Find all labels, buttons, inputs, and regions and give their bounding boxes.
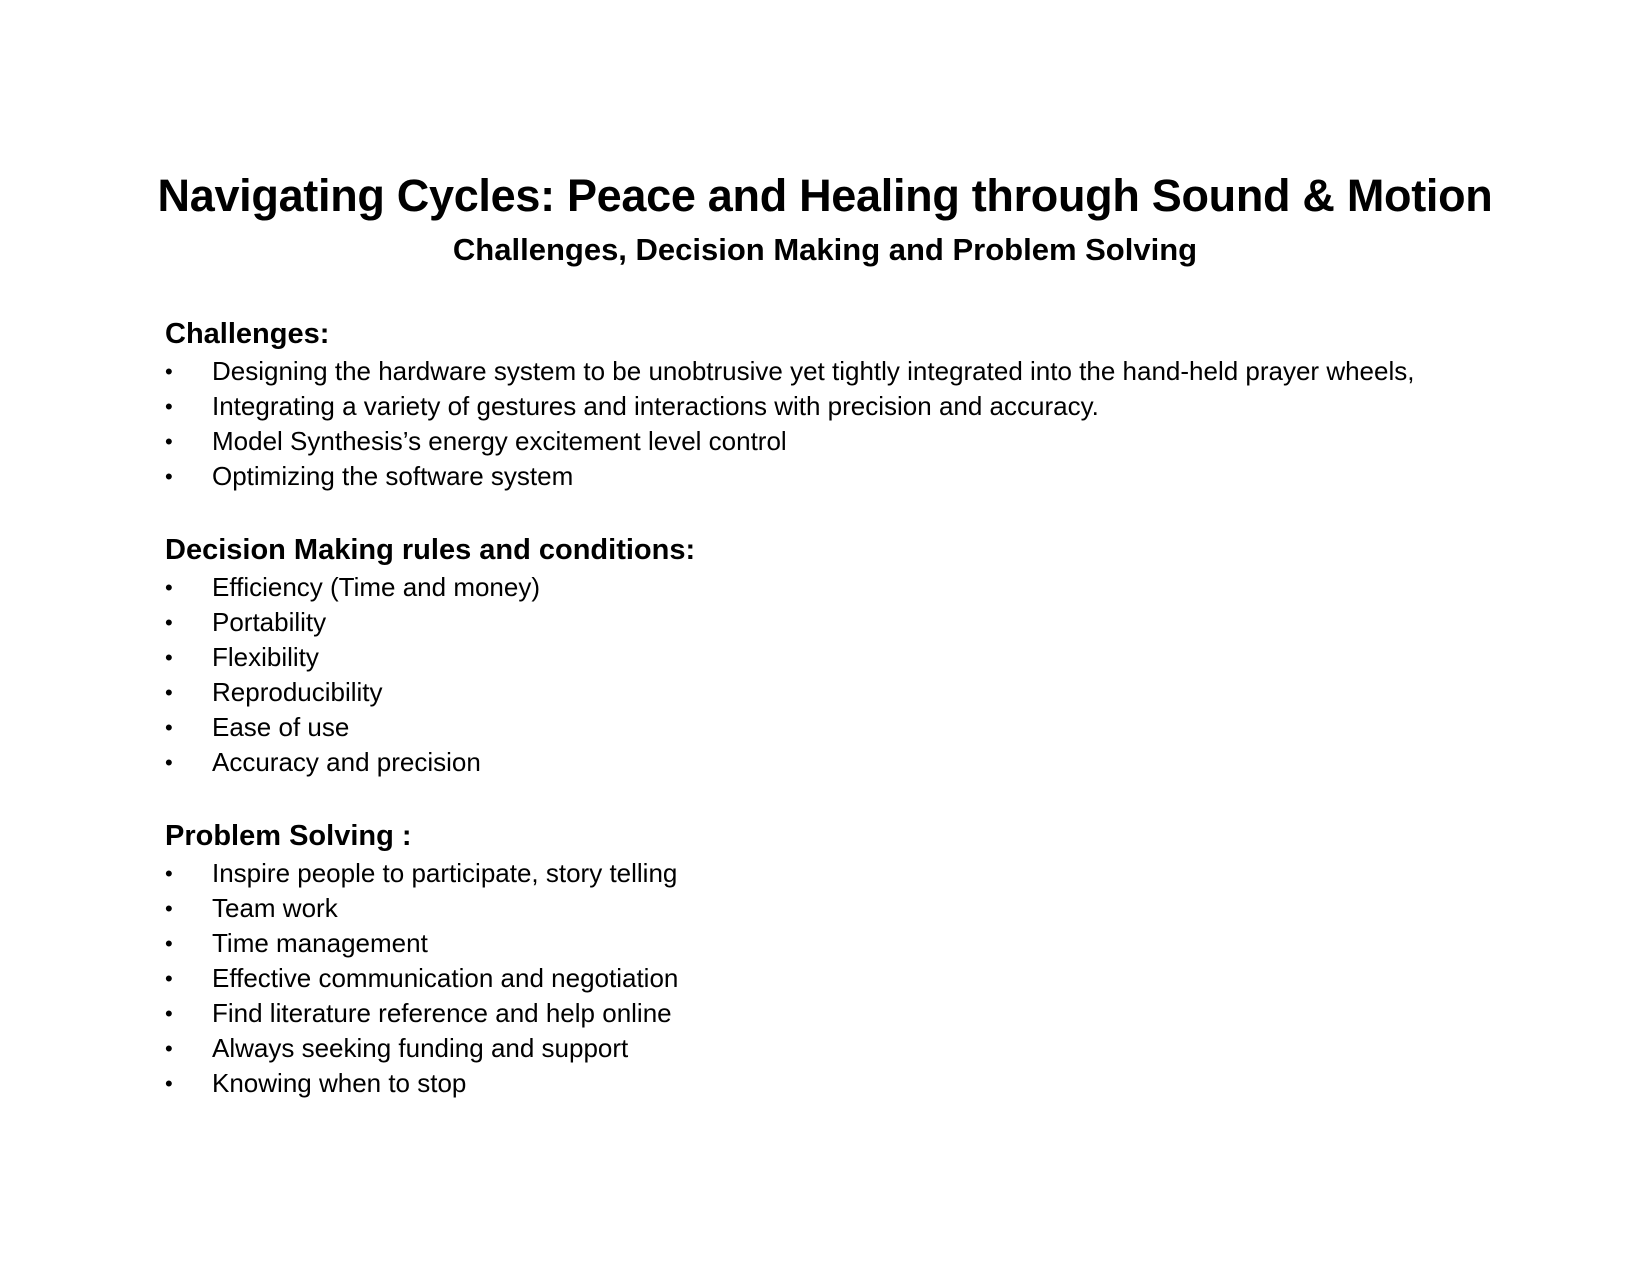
list-item: [165, 570, 1565, 605]
bullet-icon: •: [165, 645, 173, 670]
list-item: [165, 354, 1565, 389]
list-item: [165, 891, 1565, 926]
list-item-text: Integrating a variety of gestures and interactions with precision and accuracy.: [212, 391, 1099, 421]
bullet-icon: •: [165, 464, 173, 489]
list-item: [165, 1031, 1565, 1066]
list-item: [165, 640, 1565, 675]
bullet-icon: •: [165, 394, 173, 419]
section-heading-challenges: Challenges:: [165, 318, 330, 350]
section-problem-solving: [165, 816, 1565, 1101]
list-item-text: Designing the hardware system to be unobtrusive yet tightly integrated into the hand-held prayer wheels,: [212, 356, 1415, 386]
list-item-text: Time management: [212, 928, 428, 958]
section-challenges: [165, 314, 1565, 494]
bullet-icon: •: [165, 931, 173, 956]
list-item-text: Find literature reference and help online: [212, 998, 672, 1028]
page-title: Navigating Cycles: Peace and Healing through Sound & Motion: [157, 170, 1493, 221]
bullet-icon: •: [165, 715, 173, 740]
list-item-text: Optimizing the software system: [212, 461, 574, 491]
list-item: [165, 710, 1565, 745]
section-heading-problem-solving: Problem Solving :: [165, 820, 412, 852]
list-item: [165, 675, 1565, 710]
list-item: [165, 961, 1565, 996]
bullet-icon: •: [165, 359, 173, 384]
list-item-text: Always seeking funding and support: [212, 1033, 629, 1063]
bullet-icon: •: [165, 680, 173, 705]
list-item-text: Accuracy and precision: [212, 747, 481, 777]
bullet-icon: •: [165, 861, 173, 886]
list-item: [165, 424, 1565, 459]
decision-making-list: [165, 570, 1565, 780]
list-item: [165, 856, 1565, 891]
bullet-icon: •: [165, 750, 173, 775]
list-item: [165, 605, 1565, 640]
list-item: [165, 459, 1565, 494]
list-item-text: Team work: [212, 893, 338, 923]
list-item-text: Portability: [212, 607, 327, 637]
bullet-icon: •: [165, 1071, 173, 1096]
bullet-icon: •: [165, 966, 173, 991]
list-item-text: Inspire people to participate, story telling: [212, 858, 678, 888]
bullet-icon: •: [165, 575, 173, 600]
list-item-text: Flexibility: [212, 642, 319, 672]
bullet-icon: •: [165, 1036, 173, 1061]
list-item-text: Knowing when to stop: [212, 1068, 467, 1098]
list-item: [165, 389, 1565, 424]
section-decision-making: [165, 530, 1565, 780]
challenges-list: [165, 354, 1565, 494]
list-item: [165, 1066, 1565, 1101]
list-item-text: Effective communication and negotiation: [212, 963, 679, 993]
list-item: [165, 996, 1565, 1031]
bullet-icon: •: [165, 896, 173, 921]
bullet-icon: •: [165, 1001, 173, 1026]
page-subtitle: Challenges, Decision Making and Problem Solving: [452, 232, 1198, 267]
bullet-icon: •: [165, 429, 173, 454]
list-item-text: Reproducibility: [212, 677, 383, 707]
list-item: [165, 745, 1565, 780]
list-item-text: Efficiency (Time and money): [212, 572, 541, 602]
bullet-icon: •: [165, 610, 173, 635]
list-item: [165, 926, 1565, 961]
problem-solving-list: [165, 856, 1565, 1101]
list-item-text: Model Synthesis’s energy excitement level control: [212, 426, 787, 456]
list-item-text: Ease of use: [212, 712, 350, 742]
section-heading-decision-making: Decision Making rules and conditions:: [165, 534, 696, 566]
